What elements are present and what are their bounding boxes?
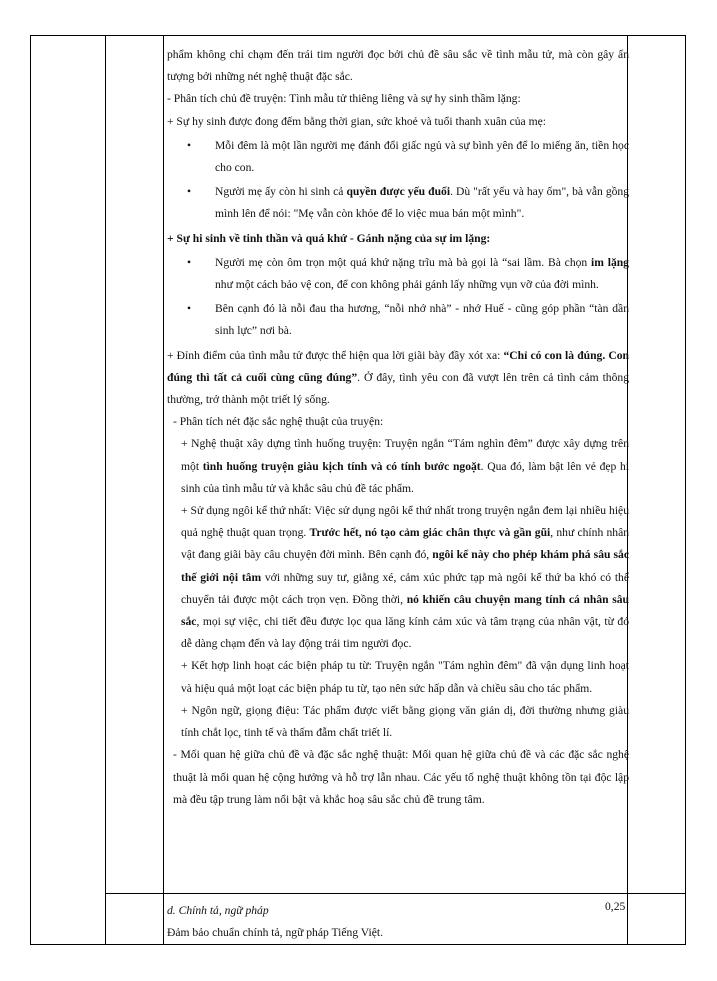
paragraph-language: + Ngôn ngữ, giọng điệu: Tác phẩm được viết bằng giọng văn giản dị, đời thường nhưng giàu tính chắt lọc, tinh tế và thấm đẫm chất triết lí. xyxy=(181,703,629,740)
paragraph-art-heading: - Phân tích nét đặc sắc nghệ thuật của truyện: xyxy=(173,415,384,429)
bullet-icon: • xyxy=(187,185,192,199)
bullet-icon: • xyxy=(187,302,192,316)
list-item: • Người mẹ còn ôm trọn một quá khứ nặng trĩu mà bà gọi là “sai lầm. Bà chọn im lặng như một cách bảo vệ con, để con không phải gánh lấy những vụn vỡ của đời mình. xyxy=(167,252,629,296)
list-item: • Mỗi đêm là một lần người mẹ đánh đổi giấc ngủ và sự bình yên để lo miếng ăn, tiền học cho con. xyxy=(167,135,629,179)
paragraph-situation: + Nghệ thuật xây dựng tình huống truyện: Truyện ngắn “Tám nghìn đêm” được xây dựng trên một tình huống truyện giàu kịch tính và có tính bước ngoặt. Qua đó, làm bật lên vẻ đẹp hi sinh của tình mẫu tử và khắc sâu chủ đề tác phẩm. xyxy=(181,437,630,495)
list-item: • Bên cạnh đó là nỗi đau tha hương, “nỗi nhớ nhà” - nhớ Huế - cũng góp phần “tàn dần sinh lực” nơi bà. xyxy=(167,298,629,342)
score-value: 0,25 xyxy=(605,900,626,913)
bullet-icon: • xyxy=(187,255,192,269)
list-item: • Người mẹ ấy còn hi sinh cả quyền được yếu đuối. Dù "rất yếu và hay ốm", bà vẫn gồng mình lên để nói: "Mẹ vẫn còn khỏe để lo việc mua bán một mình". xyxy=(167,181,629,225)
criterion-text: Đảm bảo chuẩn chính tả, ngữ pháp Tiếng Việt. xyxy=(167,926,383,940)
bullet-icon: • xyxy=(187,138,192,152)
paragraph-intro: phẩm không chỉ chạm đến trái tim người đọc bởi chủ đề sâu sắc về tình mẫu tử, mà còn gây ấn tượng bởi những nét nghệ thuật đặc sắc. xyxy=(167,48,629,84)
answer-content xyxy=(167,44,629,811)
paragraph-narrator: + Sử dụng ngôi kể thứ nhất: Việc sử dụng ngôi kể thứ nhất trong truyện ngắn đem lại nhiều hiệu quả nghệ thuật quan trọng. Trước hết, nó tạo cảm giác chân thực và gần gũi, như chính nhân vật đang giãi bày câu chuyện đời mình. Bên cạnh đó, ngôi kể này cho phép khám phá sâu sắc thế giới nội tâm với những suy tư, giằng xé, cảm xúc phức tạp mà ngôi kể thứ ba khó có thể chuyển tải được một cách trọn vẹn. Đồng thời, nó khiến câu chuyện mang tính cá nhân sâu sắc, mọi sự việc, chi tiết đều được lọc qua lăng kính cảm xúc và tâm trạng của nhân vật, từ đó dễ dàng chạm đến và lay động trái tim người đọc. xyxy=(181,504,630,651)
paragraph-sacrifice-spirit: + Sự hi sinh về tinh thần và quá khứ - Gánh nặng của sự im lặng: xyxy=(167,231,491,245)
spelling-grammar-cell xyxy=(167,900,629,944)
paragraph-climax: + Đỉnh điểm của tình mẫu tử được thể hiện qua lời giãi bày đầy xót xa: “Chỉ có con là đúng. Con đúng thì tất cả cuối cùng cũng đúng”. Ở đây, tình yêu con đã vượt lên trên cả tình cảm thông thường, trở thành một triết lý sống. xyxy=(167,348,629,407)
paragraph-theme: - Phân tích chủ đề truyện: Tình mẫu tử thiêng liêng và sự hy sinh thầm lặng: xyxy=(167,92,521,106)
paragraph-rhetoric: + Kết hợp linh hoạt các biện pháp tu từ: Truyện ngắn "Tám nghìn đêm" đã vận dụng linh hoạt và hiệu quả một loạt các biện pháp tu từ, tạo nên sức hấp dẫn và chiều sâu cho tác phẩm. xyxy=(181,659,629,695)
paragraph-relationship: - Mối quan hệ giữa chủ đề và đặc sắc nghệ thuật: Mối quan hệ giữa chủ đề và các đặc sắc nghệ thuật là mối quan hệ cộng hưởng và hỗ trợ lẫn nhau. Các yếu tố nghệ thuật không tồn tại độc lập mà đều tập trung làm nổi bật và khắc hoạ sâu sắc chủ đề trung tâm. xyxy=(173,748,629,806)
paragraph-sacrifice-time: + Sự hy sinh được đong đếm bằng thời gian, sức khoẻ và tuổi thanh xuân của mẹ: xyxy=(167,114,546,128)
criterion-title: d. Chính tả, ngữ pháp xyxy=(167,904,269,917)
